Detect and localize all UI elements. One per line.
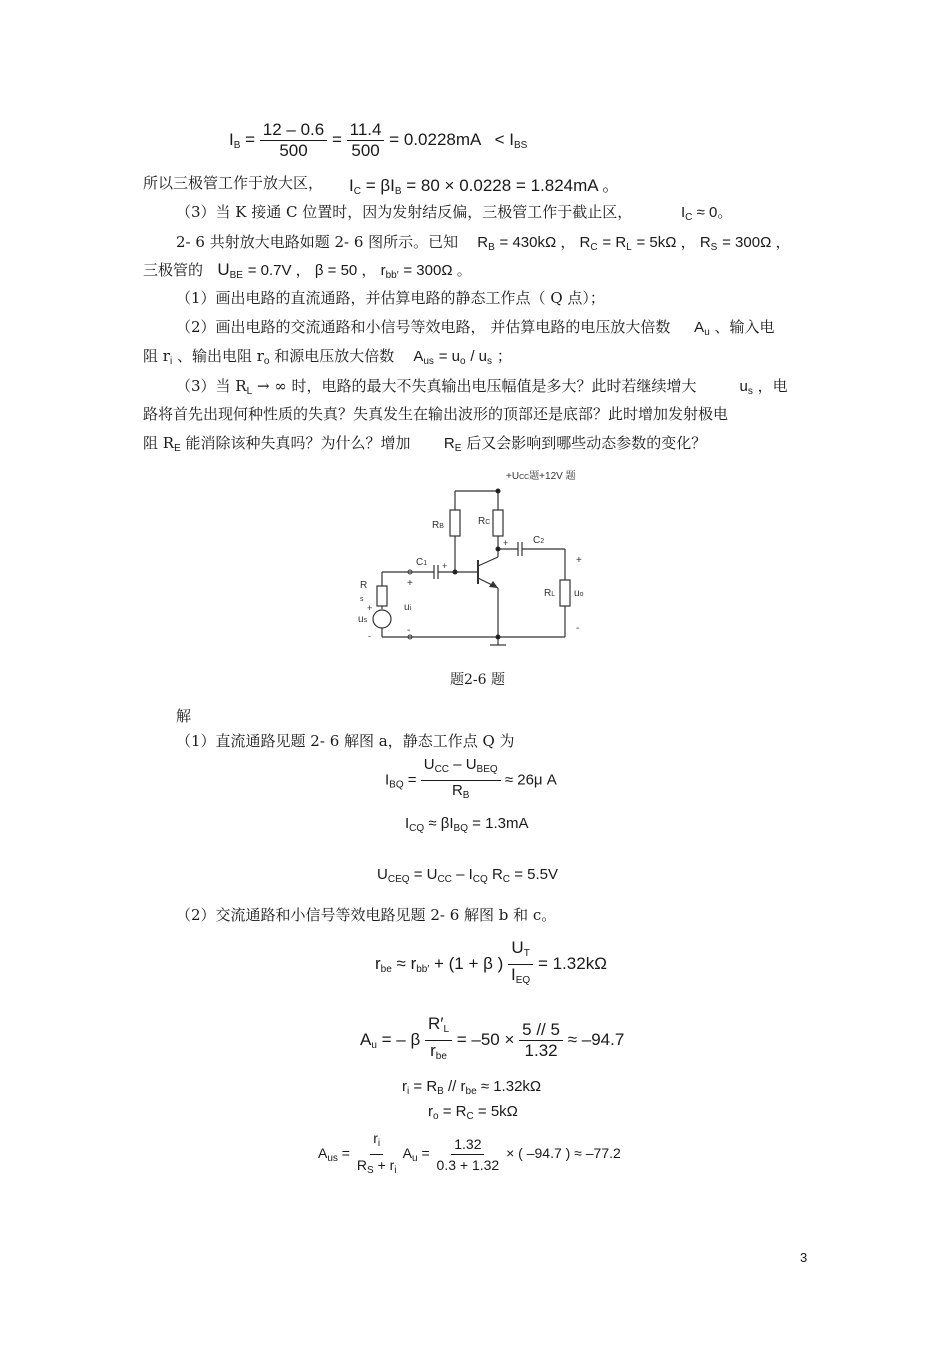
- question-2: （2）画出电路的交流通路和小信号等效电路， 并估算电路的电压放大倍数 $A_u$ 、输入电: [176, 318, 775, 338]
- problem-line1: 2- 6 共射放大电路如题 2- 6 图所示。已知 $R_B = 430k\Omega$ ， $R_C = R_L = 5k\Omega$ ， $R_S = 300\Omega$ ，: [176, 233, 791, 253]
- resistor-rs: [377, 586, 387, 606]
- label-rc: RC: [478, 516, 491, 527]
- label-plus-us: +: [367, 603, 373, 613]
- eq-ri: $r_i = R_B // r_{be} \approx 1.32k\Omega$: [402, 1078, 542, 1097]
- label-minus-ui: -: [407, 625, 411, 636]
- solution-step2: （2）交流通路和小信号等效电路见题 2- 6 解图 b 和 c。: [176, 906, 557, 924]
- label-ucc: +UCC题+12V 题: [506, 471, 576, 482]
- label-c2: C2: [533, 535, 545, 546]
- eq-ib-den2: 500: [351, 141, 380, 160]
- eq-ib-num2: 11.4: [347, 120, 385, 141]
- label-rs: R: [360, 580, 368, 591]
- eq-uceq: $U_{CEQ} = U_{CC} - I_{CQ}$ $R_C = 5.5V$: [377, 866, 558, 885]
- eq-ibq: $I_{BQ}$ = $\frac{U_{CC} - U_{BEQ}}{R_B}$ ≈ 26μ A: [385, 756, 557, 801]
- label-plus-uo: +: [576, 555, 582, 566]
- label-c1: C1: [416, 557, 428, 568]
- eq-ic-cutoff: $I_C \approx 0$。: [681, 204, 733, 223]
- solution-title: 解: [176, 707, 192, 725]
- problem-line2: 三极管的 $U_{BE} = 0.7V$ ， β = 50 ， $r_{bb'} = 300\Omega$ 。: [143, 260, 472, 281]
- label-ui: ui: [404, 602, 412, 613]
- eq-ic: $I_C = \beta I_B = 80 \times 0.0228 = 1.824mA$ 。: [349, 176, 620, 197]
- question-1: （1）画出电路的直流通路，并估算电路的静态工作点（ Q 点）；: [176, 289, 605, 307]
- label-minus-us: -: [368, 631, 371, 641]
- resistor-rl: [560, 580, 570, 606]
- label-minus-uo: -: [576, 623, 580, 634]
- solution-step1: （1）直流通路见题 2- 6 解图 a，静态工作点 Q 为: [176, 732, 515, 750]
- eq-ib: $I_B$ = $\frac{12 - 0.6}{500}$ = $\frac{11.4}{500}$ = 0.0228mA < $I_{BS}$: [229, 120, 528, 160]
- label-plus-c2: +: [503, 538, 509, 548]
- label-uo: uo: [574, 588, 584, 599]
- eq-ib-den1: 500: [279, 141, 308, 160]
- label-rb: RB: [432, 520, 444, 531]
- label-us: us: [358, 614, 368, 625]
- figure-caption: 题2-6 题: [450, 672, 505, 688]
- circuit-diagram: [340, 462, 610, 662]
- eq-aus: $A_{us}$ = $\frac{r_i}{R_S + r_i}$ $A_u$ = $\frac{1.32}{0.3 + 1.32}$ × ( –94.7 ) ≈ –77.2: [318, 1130, 621, 1176]
- label-rs-sub: s: [360, 596, 364, 603]
- eq-ib-num1: 12 – 0.6: [260, 120, 327, 141]
- eq-au: $A_u$ = – β $\frac{R'_L}{r_{be}}$ = –50 × $\frac{5 // 5}{1.32}$ ≈ –94.7: [360, 1014, 625, 1062]
- line-amplify: 所以三极管工作于放大区，: [143, 174, 324, 192]
- label-plus-ui: +: [407, 578, 413, 589]
- question-2-cont: 阻 $r_i$ 、输出电阻 $r_o$ 和源电压放大倍数 $A_{us} = u_o / u_s$ ；: [143, 347, 512, 367]
- question-3: （3）当 $R_L$ → ∞ 时，电路的最大不失真输出电压幅值是多大？此时若继续增大 $u_s$ ，电: [176, 377, 788, 397]
- eq-ro: $r_o = R_C = 5k\Omega$: [428, 1103, 518, 1122]
- label-rl: RL: [544, 588, 556, 599]
- line-cutoff: （3）当 K 接通 C 位置时，因为发射结反偏，三极管工作于截止区，: [176, 203, 633, 221]
- resistor-rc: [493, 510, 503, 536]
- resistor-rb: [450, 510, 460, 536]
- eq-rbe: $r_{be} \approx r_{bb'} + (1 + \beta$ ) $\frac{U_T}{I_{EQ}}$ = 1.32kΩ: [375, 938, 607, 986]
- label-plus-c1: +: [442, 561, 448, 571]
- question-3-cont2: 阻 $R_E$ 能消除该种失真吗？为什么？增加 $R_E$ 后又会影响到哪些动态参数的变化？: [143, 434, 707, 454]
- question-3-cont1: 路将首先出现何种性质的失真？失真发生在输出波形的顶部还是底部？此时增加发射极电: [143, 405, 729, 423]
- voltage-source-us: [373, 610, 391, 628]
- page-number: 3: [800, 1250, 808, 1265]
- eq-icq: $I_{CQ} \approx \beta I_{BQ} = 1.3mA$: [405, 815, 529, 834]
